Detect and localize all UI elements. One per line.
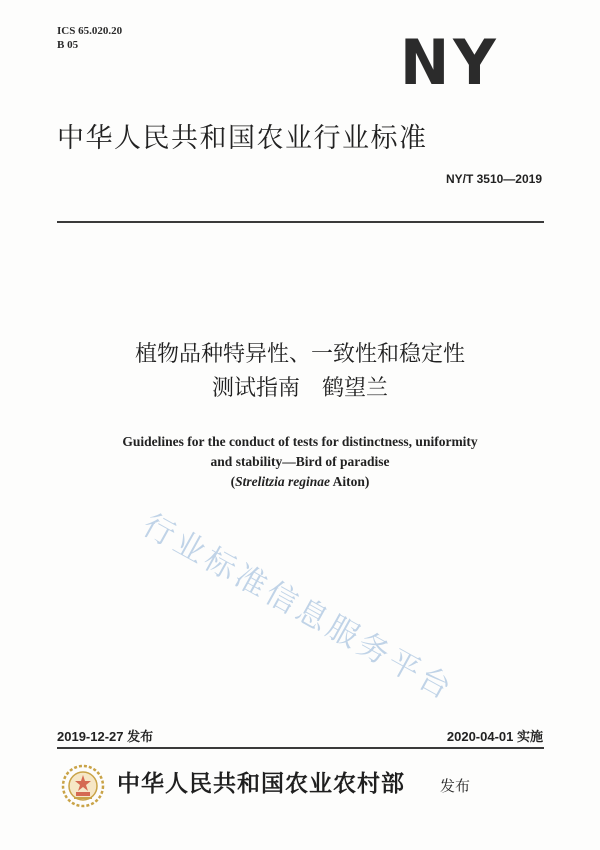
chinese-title [0,338,600,406]
standard-category-title: 中华人民共和国农业行业标准 [57,123,428,154]
chinese-title-line-2: 测试指南 鹤望兰 [211,376,388,401]
ccs-code: B 05 [57,39,79,51]
standard-number: NY/T 3510—2019 [445,172,542,186]
english-title-line-1: Guidelines for the conduct of tests for distinctness, uniformity [122,434,478,449]
national-emblem-icon [61,764,105,808]
bottom-divider [57,747,544,749]
ny-logo: NY [400,26,500,99]
chinese-title-line-1: 植物品种特异性、一致性和稳定性 [134,342,465,367]
issue-date: 2019-12-27 发布 [57,729,154,744]
top-divider [57,221,544,223]
publish-label: 发布 [440,777,471,795]
ics-code: ICS 65.020.20 [57,25,123,37]
platform-watermark: 行业标准信息服务平台 [136,506,461,709]
classification-codes [57,24,122,52]
english-title-line-3 [0,472,600,492]
latin-name: Strelitzia reginae [235,474,330,489]
publisher-name: 中华人民共和国农业农村部 [117,770,405,797]
english-title [0,432,600,492]
english-title-line-2: and stability—Bird of paradise [210,454,390,469]
implementation-date: 2020-04-01 实施 [446,729,543,744]
paren-open: ( [230,474,236,489]
author-name: Aiton) [330,474,370,489]
